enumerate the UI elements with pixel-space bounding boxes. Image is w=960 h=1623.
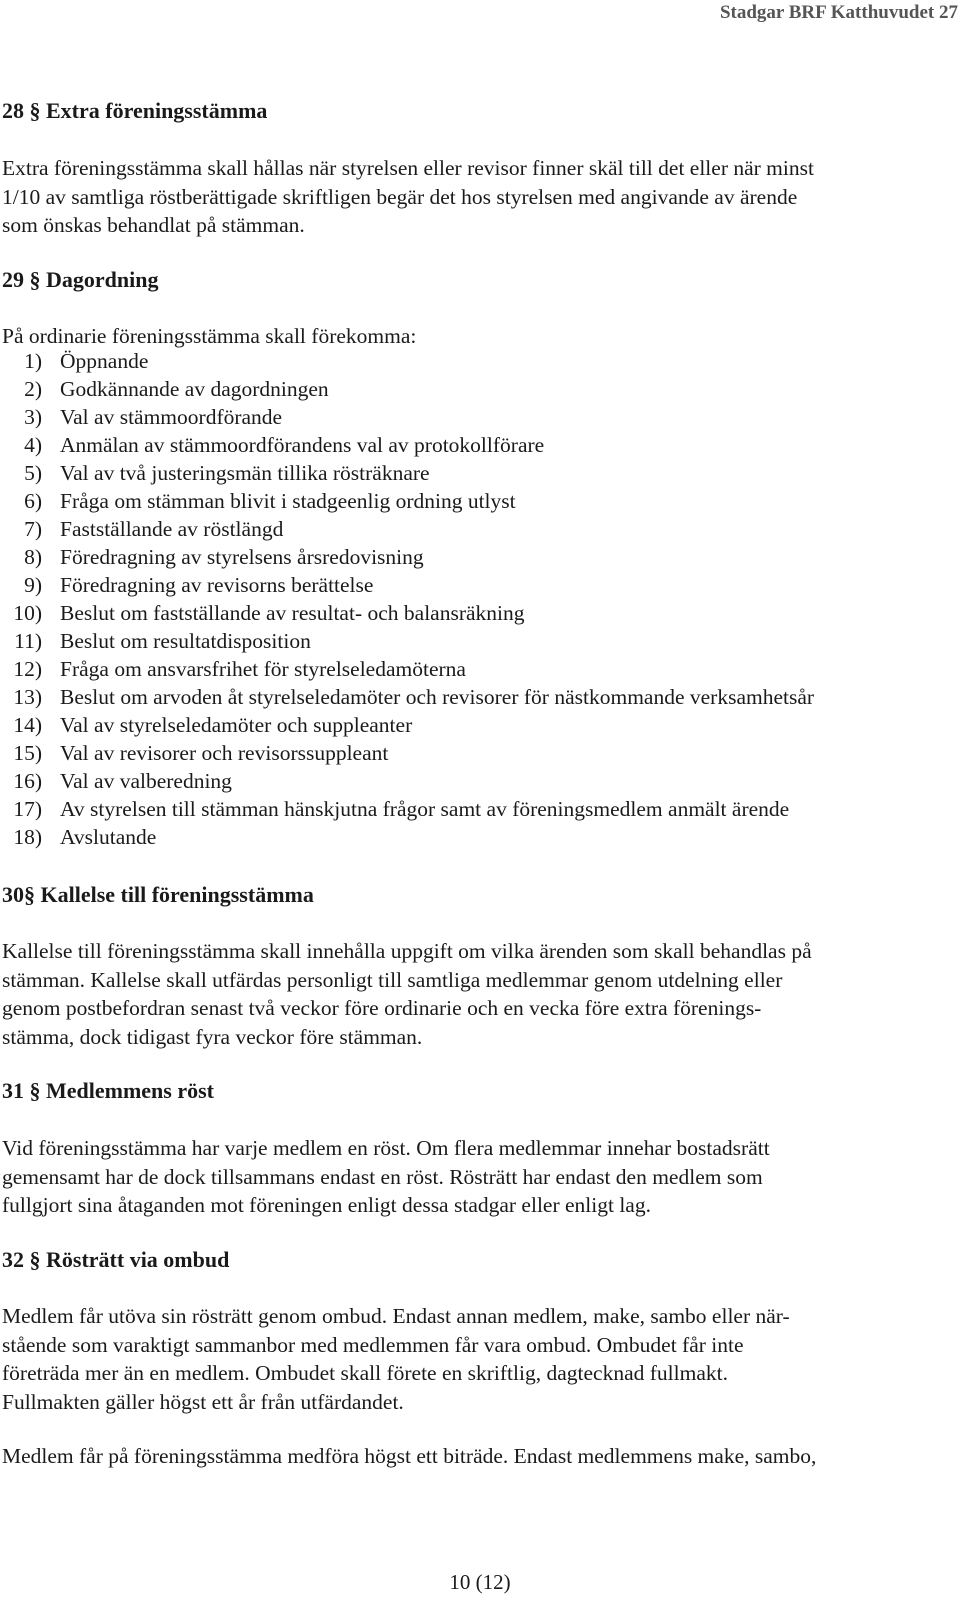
list-text: Öppnande — [60, 349, 149, 373]
list-number: 2) — [24, 377, 42, 401]
text-line: Medlem får utöva sin rösträtt genom ombud. Endast annan medlem, make, sambo eller när- — [2, 1304, 790, 1328]
list-text: Val av valberedning — [60, 769, 232, 793]
text-line: som önskas behandlat på stämman. — [2, 213, 305, 237]
list-number: 14) — [13, 713, 42, 737]
list-text: Fråga om stämman blivit i stadgeenlig ordning utlyst — [60, 489, 516, 513]
text-line: Extra föreningsstämma skall hållas när styrelsen eller revisor finner skäl till det eller när minst — [2, 156, 814, 180]
list-text: Val av styrelseledamöter och suppleanter — [60, 713, 413, 737]
list-text: Fråga om ansvarsfrihet för styrelseledamöterna — [60, 657, 466, 681]
text-line: Fullmakten gäller högst ett år från utfärdandet. — [2, 1389, 404, 1414]
list-number: 8) — [24, 545, 42, 569]
text-line: genom postbefordran senast två veckor före ordinarie och en vecka före extra förenings- — [2, 996, 762, 1020]
text-line: Vid föreningsstämma har varje medlem en röst. Om flera medlemmar innehar bostadsrätt — [2, 1136, 770, 1160]
list-number: 16) — [13, 769, 42, 793]
list-text: Avslutande — [60, 825, 157, 849]
list-number: 6) — [24, 489, 42, 513]
page-number: 10 (12) — [449, 1570, 511, 1594]
section-title-32: 32 § Rösträtt via ombud — [2, 1247, 230, 1272]
list-text: Fastställande av röstlängd — [60, 517, 284, 541]
list-text: Beslut om resultatdisposition — [60, 629, 311, 653]
list-number: 9) — [24, 573, 42, 597]
section-32-paragraph-2 — [2, 1442, 942, 1471]
list-text: Val av stämmoordförande — [60, 405, 283, 429]
list-text: Val av två justeringsmän tillika rösträknare — [60, 461, 430, 485]
section-32-paragraph — [2, 1302, 942, 1416]
list-number: 7) — [24, 517, 42, 541]
list-number: 12) — [13, 657, 42, 681]
text-line: Kallelse till föreningsstämma skall innehålla uppgift om vilka ärenden som skall behandlas på — [2, 939, 812, 963]
text-line: stående som varaktigt sammanbor med medlemmen får vara ombud. Ombudet får inte — [2, 1332, 744, 1357]
text-line: fullgjort sina åtaganden mot föreningen enligt dessa stadgar eller enligt lag. — [2, 1193, 651, 1217]
list-text: Föredragning av revisorns berättelse — [60, 573, 374, 597]
list-number: 4) — [24, 433, 42, 457]
list-number: 18) — [13, 825, 42, 849]
list-number: 17) — [13, 797, 42, 821]
list-text: Anmälan av stämmoordförandens val av protokollförare — [60, 433, 545, 457]
section-title-30: 30§ Kallelse till föreningsstämma — [2, 882, 314, 907]
section-title-31: 31 § Medlemmens röst — [2, 1078, 215, 1103]
list-number: 13) — [13, 685, 42, 709]
section-title-29: 29 § Dagordning — [2, 267, 159, 292]
list-number: 11) — [14, 629, 42, 653]
text-line: gemensamt har de dock tillsammans endast en röst. Rösträtt har endast den medlem som — [2, 1164, 763, 1189]
list-number: 1) — [24, 349, 42, 373]
list-text: Föredragning av styrelsens årsredovisning — [60, 545, 424, 569]
list-number: 5) — [24, 461, 42, 485]
text-line: stämma, dock tidigast fyra veckor före stämman. — [2, 1024, 423, 1049]
list-number: 15) — [13, 741, 42, 765]
list-text: Godkännande av dagordningen — [60, 377, 329, 401]
list-text: Val av revisorer och revisorssuppleant — [60, 741, 389, 765]
list-text: Beslut om fastställande av resultat- och balansräkning — [60, 601, 525, 625]
list-number: 3) — [24, 405, 42, 429]
page-header: Stadgar BRF Katthuvudet 27 — [719, 2, 958, 23]
text-line: Medlem får på föreningsstämma medföra högst ett biträde. Endast medlemmens make, sambo, — [2, 1444, 817, 1468]
list-number: 10) — [13, 601, 42, 625]
list-text: Av styrelsen till stämman hänskjutna frågor samt av föreningsmedlem anmält ärende — [60, 797, 790, 821]
section-31-paragraph — [2, 1134, 942, 1220]
text-line: företräda mer än en medlem. Ombudet skall förete en skriftlig, dagtecknad fullmakt. — [2, 1361, 728, 1385]
section-title-28: 28 § Extra föreningsstämma — [2, 98, 268, 123]
list-text: Beslut om arvoden åt styrelseledamöter och revisorer för nästkommande verksamhetsår — [60, 685, 815, 709]
text-line: 1/10 av samtliga röstberättigade skriftligen begär det hos styrelsen med angivande av ärende — [2, 184, 798, 209]
section-28-paragraph — [2, 154, 942, 240]
text-line: På ordinarie föreningsstämma skall förekomma: — [2, 324, 417, 348]
text-line: stämman. Kallelse skall utfärdas personligt till samtliga medlemmar genom utdelning eller — [2, 967, 783, 992]
section-30-paragraph — [2, 937, 942, 1051]
